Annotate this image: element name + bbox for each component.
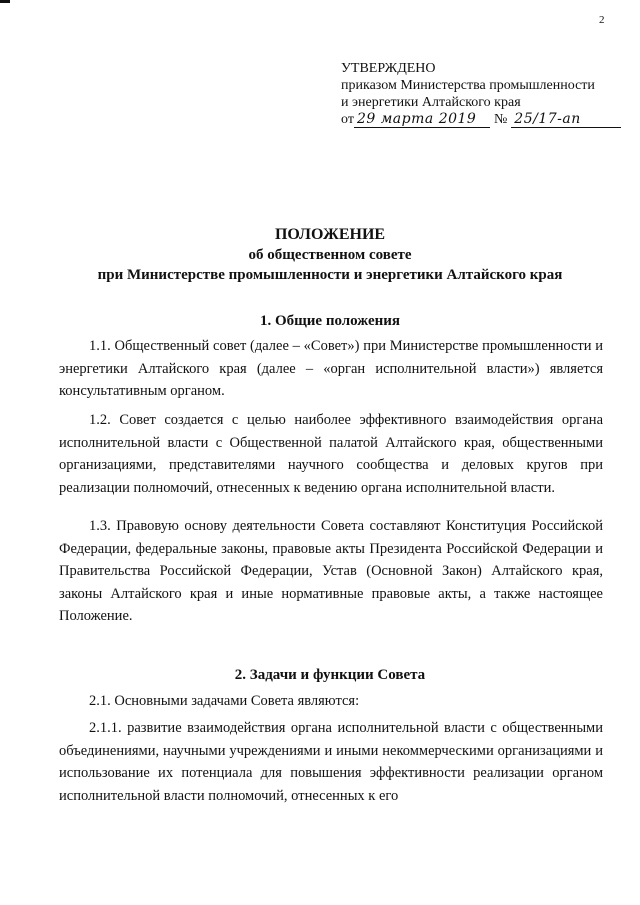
section2-p2 xyxy=(59,717,603,807)
paragraph-2-1-1: 2.1.1. развитие взаимодействия органа исполнительной власти с общественными объединениями, научными учреждениями и иными некоммерческими организациями и использование их потенциала для повышения эффективности реализации органом исполнительной власти полномочий, отнесенных к его xyxy=(59,720,603,804)
scan-edge-mark xyxy=(0,0,10,3)
handwritten-date: 29 марта 2019 xyxy=(354,112,490,128)
paragraph-2-1: 2.1. Основными задачами Совета являются: xyxy=(89,693,360,709)
approval-block xyxy=(341,60,621,128)
number-sign: № xyxy=(493,112,508,127)
page-number: 2 xyxy=(599,14,605,26)
section1-p3 xyxy=(59,515,603,628)
title-subtitle: об общественном совете xyxy=(248,247,412,263)
approval-order-line: приказом Министерства промышленности xyxy=(341,78,595,93)
section1-heading: 1. Общие положения xyxy=(259,313,401,329)
section1-p1 xyxy=(59,335,603,403)
paragraph-1-2: 1.2. Совет создается с целью наиболее эффективного взаимодействия органа исполнительной власти с Общественной палатой Алтайского края, общественными организациями, представителями научного сообщества и деловых кругов при реализации полномочий, отнесенных к ведению органа исполнительной власти. xyxy=(59,412,603,496)
document-title xyxy=(40,225,620,285)
approval-date-number-line xyxy=(341,111,621,128)
approval-title: УТВЕРЖДЕНО xyxy=(341,61,436,76)
title-ministry: при Министерстве промышленности и энергетики Алтайского края xyxy=(97,267,563,283)
section2-p1 xyxy=(59,690,603,713)
handwritten-order-number: 25/17-ап xyxy=(511,112,621,128)
paragraph-1-3: 1.3. Правовую основу деятельности Совета составляют Конституция Российской Федерации, федеральные законы, правовые акты Президента Российской Федерации и Правительства Российской Федерации, Устав (Основной Закон) Алтайского края, законы Алтайского края и иные нормативные правовые акты, а также настоящее Положение. xyxy=(59,518,603,624)
section2-heading: 2. Задачи и функции Совета xyxy=(234,667,426,683)
approval-ministry-line: и энергетики Алтайского края xyxy=(341,95,521,110)
section1-p2 xyxy=(59,409,603,499)
title-main: ПОЛОЖЕНИЕ xyxy=(274,226,386,243)
paragraph-1-1: 1.1. Общественный совет (далее – «Совет») при Министерстве промышленности и энергетики Алтайского края (далее – «орган исполнительной власти») является консультативным органом. xyxy=(59,338,603,399)
from-prefix: от xyxy=(341,112,354,127)
